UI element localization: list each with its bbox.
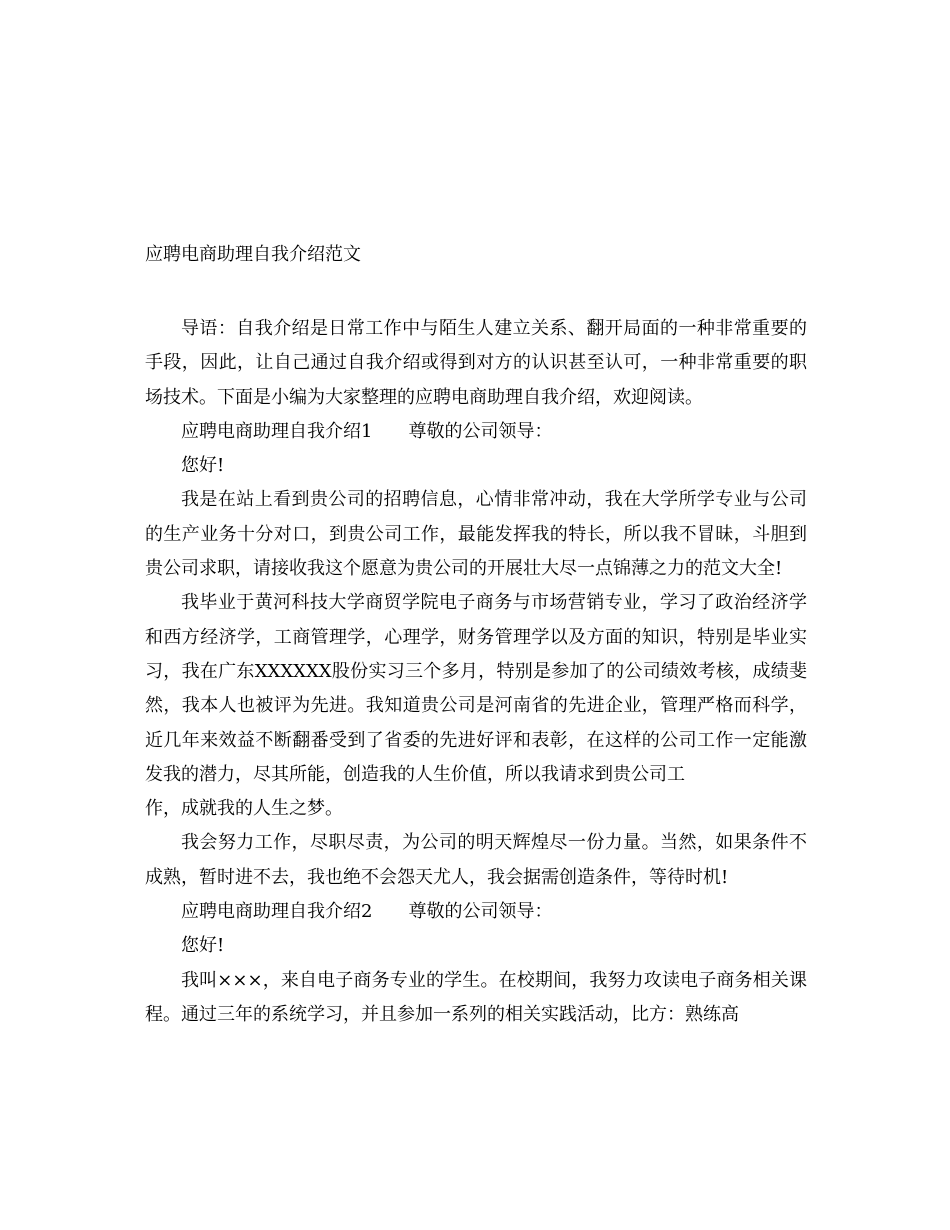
document-body	[145, 312, 807, 1032]
greeting-2: 您好!	[181, 935, 225, 957]
intro-paragraph: 导语：自我介绍是日常工作中与陌生人建立关系、翻开局面的一种非常重要的手段，因此，让自己通过自我介绍或得到对方的认识甚至认可，一种非常重要的职场技术。下面是小编为大家整理的应聘电商助理自我介绍，欢迎阅读。	[145, 318, 807, 408]
salutation-1: 尊敬的公司领导：	[408, 420, 553, 442]
greeting-1: 您好!	[181, 455, 225, 477]
section-heading-2-label: 应聘电商助理自我介绍2	[181, 901, 373, 923]
body-paragraph: 我是在站上看到贵公司的招聘信息，心情非常冲动，我在大学所学专业与公司的生产业务十分对口，到贵公司工作，最能发挥我的特长，所以我不冒昧，斗胆到贵公司求职，请接收我这个愿意为贵公司的开展壮大尽一点锦薄之力的范文大全!	[145, 489, 807, 580]
section-heading-1	[145, 415, 807, 449]
body-paragraph: 我会努力工作，尽职尽责，为公司的明天辉煌尽一份力量。当然，如果条件不成熟，暂时进不去，我也绝不会怨天尤人，我会据需创造条件，等待时机!	[145, 832, 807, 888]
body-paragraph-continuation: 作，成就我的人生之梦。	[145, 798, 343, 820]
body-paragraph: 我叫×××，来自电子商务专业的学生。在校期间，我努力攻读电子商务相关课程。通过三年的系统学习，并且参加一系列的相关实践活动，比方：熟练高	[145, 969, 807, 1025]
section-heading-2	[145, 895, 807, 929]
document-title: 应聘电商助理自我介绍范文	[145, 244, 361, 265]
section-heading-1-label: 应聘电商助理自我介绍1	[181, 420, 373, 442]
salutation-2: 尊敬的公司领导：	[408, 901, 553, 923]
body-paragraph: 我毕业于黄河科技大学商贸学院电子商务与市场营销专业，学习了政治经济学和西方经济学，工商管理学，心理学，财务管理学以及方面的知识，特别是毕业实习，我在广东XXXXXX股份实习三个多月，特别是参加了的公司绩效考核，成绩斐然，我本人也被评为先进。我知道贵公司是河南省的先进企业，管理严格而科学，近几年来效益不断翻番受到了省委的先进好评和表彰，在这样的公司工作一定能激发我的潜力，尽其所能，创造我的人生价值，所以我请求到贵公司工	[145, 592, 807, 785]
